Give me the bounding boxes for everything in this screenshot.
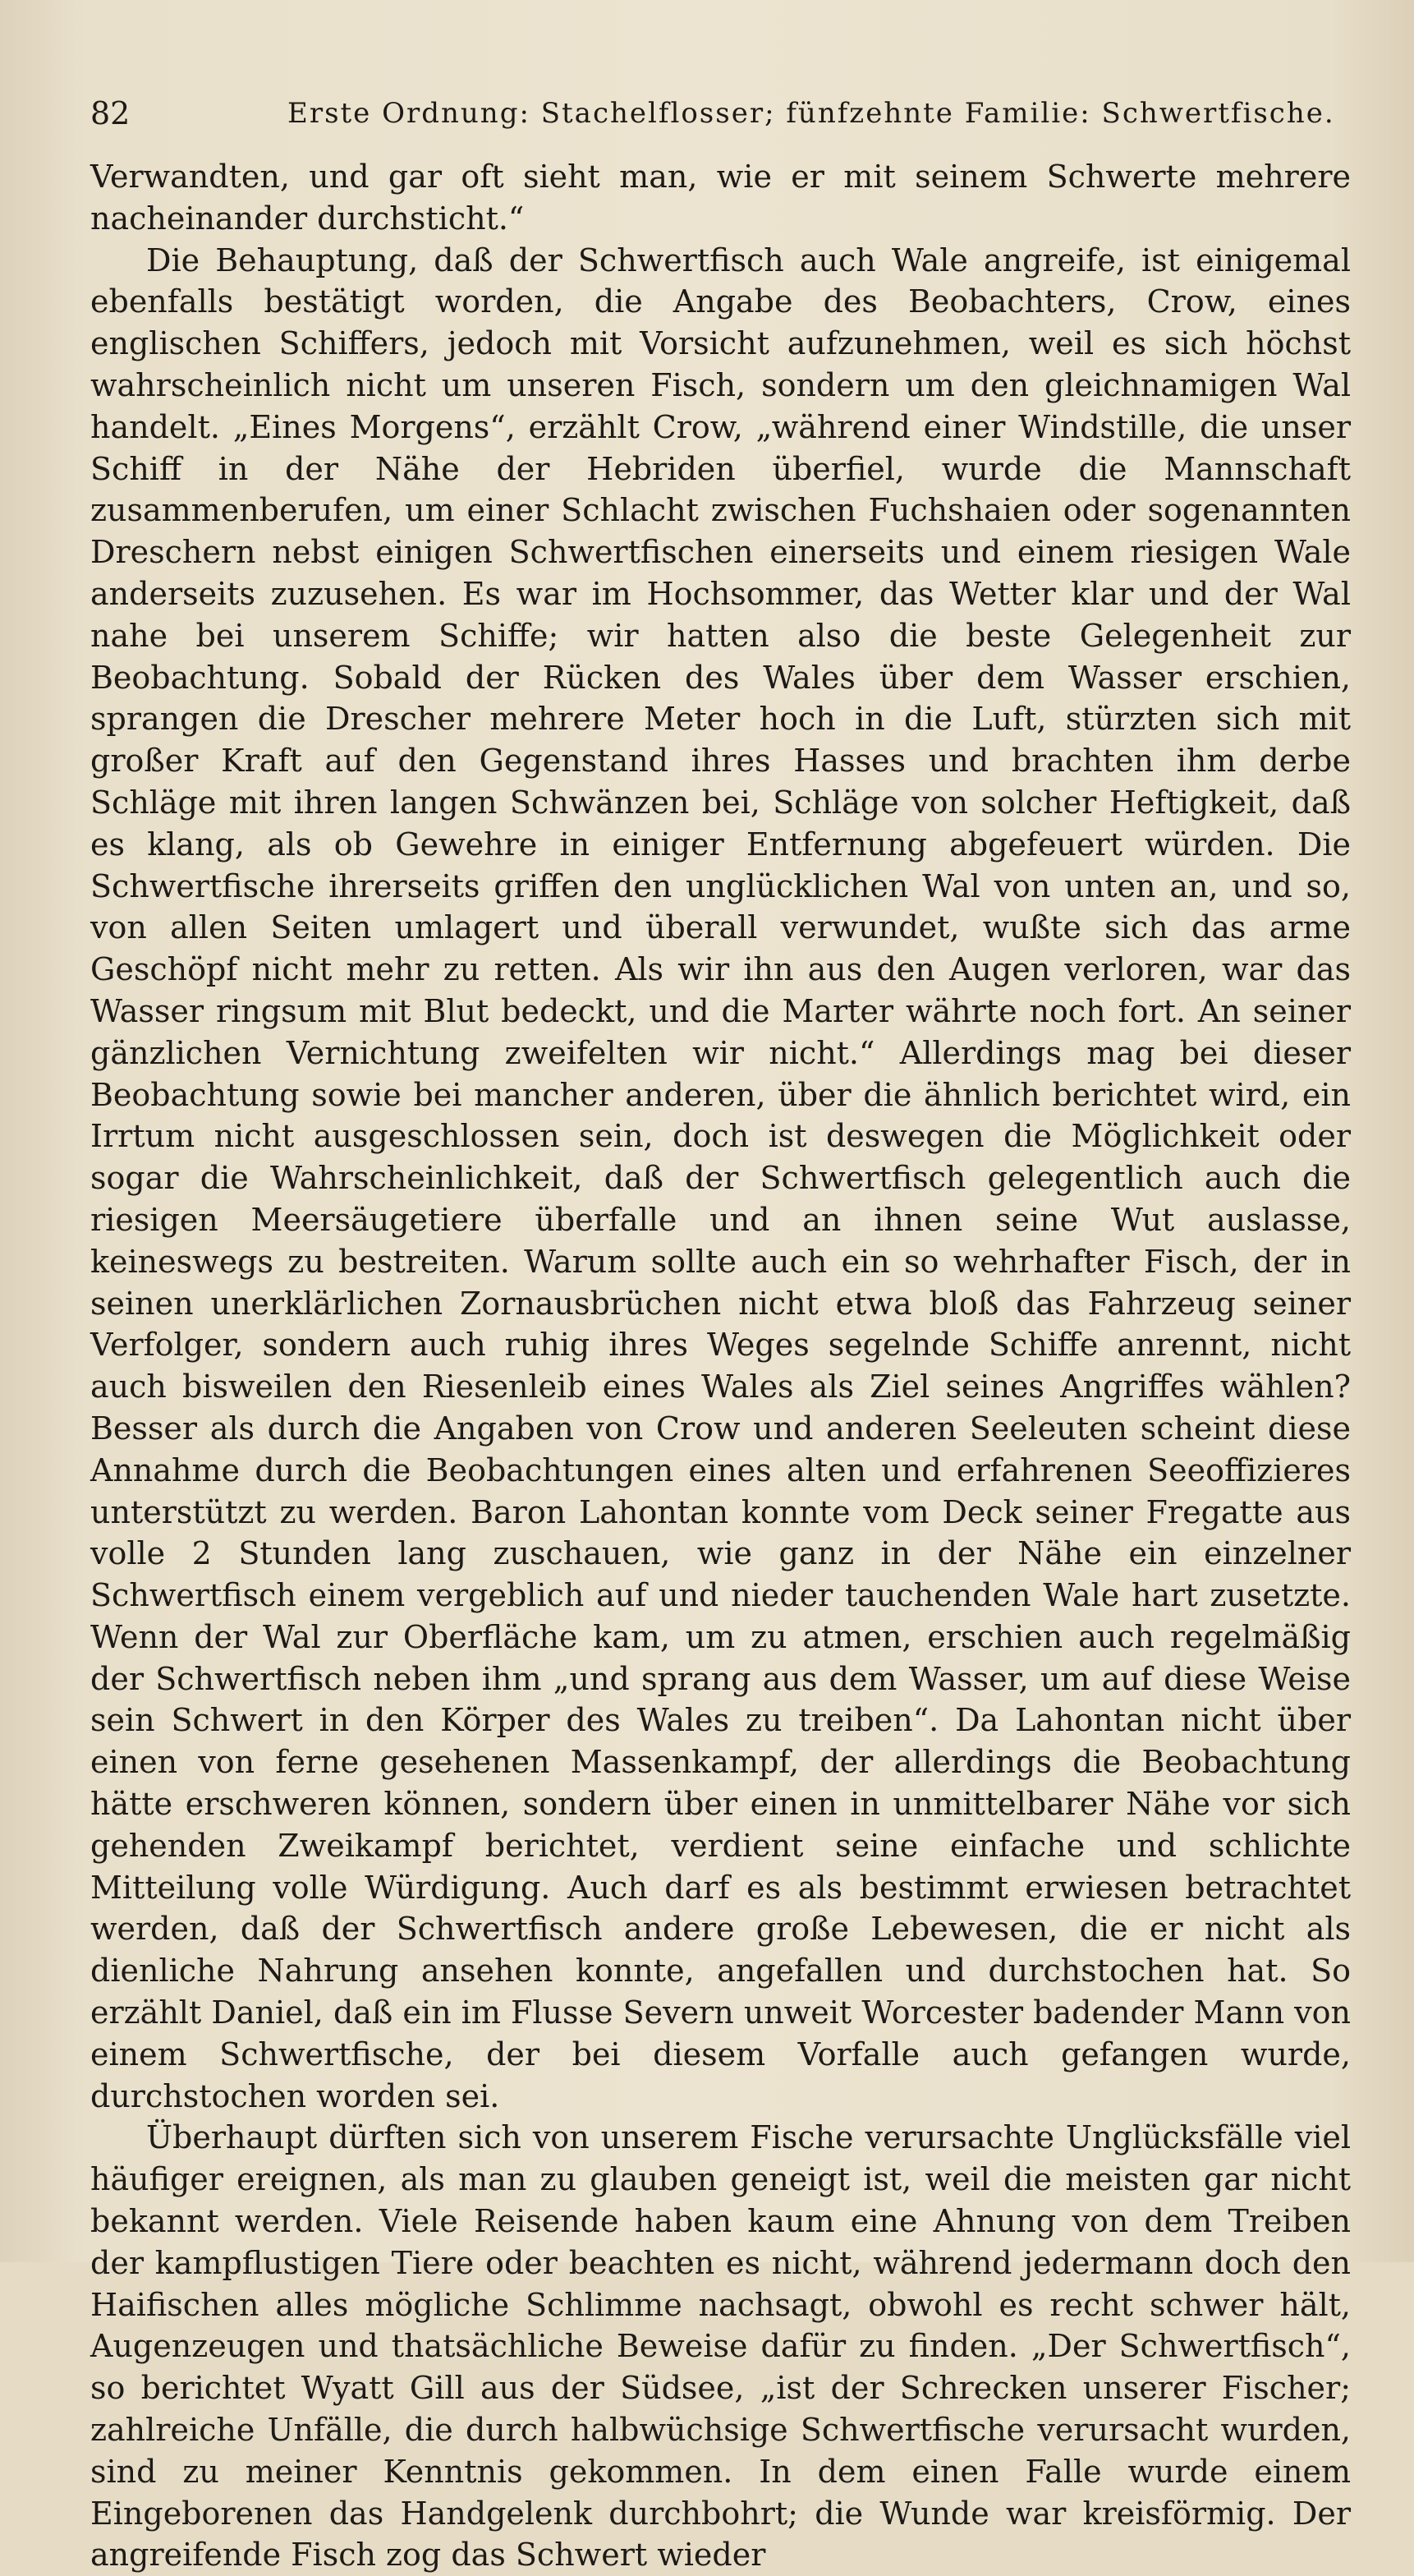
- paragraph-whale-attacks: Die Behauptung, daß der Schwertfisch auch Wale angreife, ist einigemal ebenfalls bestätigt worden, die Angabe des Beobachters, Crow, eines englischen Schiffers, jedoch mit Vorsicht aufzunehmen, weil es sich höchst wahrscheinlich nicht um unseren Fisch, sondern um den gleichnamigen Wal handelt. „Eines Morgens“, erzählt Crow, „während einer Windstille, die unser Schiff in der Nähe der Hebriden überfiel, wurde die Mannschaft zusammenberufen, um einer Schlacht zwischen Fuchshaien oder sogenannten Dreschern nebst einigen Schwertfischen einerseits und einem riesigen Wale anderseits zuzusehen. Es war im Hochsommer, das Wetter klar und der Wal nahe bei unserem Schiffe; wir hatten also die beste Gelegenheit zur Beobachtung. Sobald der Rücken des Wales über dem Wasser erschien, sprangen die Drescher mehrere Meter hoch in die Luft, stürzten sich mit großer Kraft auf den Gegenstand ihres Hasses und brachten ihm derbe Schläge mit ihren langen Schwänzen bei, Schläge von solcher Heftigkeit, daß es klang, als ob Gewehre in einiger Entfernung abgefeuert würden. Die Schwertfische ihrerseits griffen den unglücklichen Wal von unten an, und so, von allen Seiten umlagert und überall verwundet, wußte sich das arme Geschöpf nicht mehr zu retten. Als wir ihn aus den Augen verloren, war das Wasser ringsum mit Blut bedeckt, und die Marter währte noch fort. An seiner gänzlichen Vernichtung zweifelten wir nicht.“ Allerdings mag bei dieser Beobachtung sowie bei mancher anderen, über die ähnlich berichtet wird, ein Irrtum nicht ausgeschlossen sein, doch ist deswegen die Möglichkeit oder sogar die Wahrscheinlichkeit, daß der Schwertfisch gelegentlich auch die riesigen Meersäugetiere überfalle und an ihnen seine Wut auslasse, keineswegs zu bestreiten. Warum sollte auch ein so wehrhafter Fisch, der in seinen unerklärlichen Zornausbrüchen nicht etwa bloß das Fahrzeug seiner Verfolger, sondern auch ruhig ihres Weges segelnde Schiffe anrennt, nicht auch bisweilen den Riesenleib eines Wales als Ziel seines Angriffes wählen? Besser als durch die Angaben von Crow und anderen Seeleuten scheint diese Annahme durch die Beobachtungen eines alten und erfahrenen Seeoffizieres unterstützt zu werden. Baron Lahontan konnte vom Deck seiner Fregatte aus volle 2 Stunden lang zuschauen, wie ganz in der Nähe ein einzelner Schwertfisch einem vergeblich auf und nieder tauchenden Wale hart zusetzte. Wenn der Wal zur Oberfläche kam, um zu atmen, erschien auch regelmäßig der Schwertfisch neben ihm „und sprang aus dem Wasser, um auf diese Weise sein Schwert in den Körper des Wales zu treiben“. Da Lahontan nicht über einen von ferne gesehenen Massenkampf, der allerdings die Beobachtung hätte erschweren können, sondern über einen in unmittelbarer Nähe vor sich gehenden Zweikampf berichtet, verdient seine einfache und schlichte Mitteilung volle Würdigung. Auch darf es als bestimmt erwiesen betrachtet werden, daß der Schwertfisch andere große Lebewesen, die er nicht als dienliche Nahrung ansehen konnte, angefallen und durchstochen hat. So erzählt Daniel, daß ein im Flusse Severn unweit Worcester badender Mann von einem Schwertfische, der bei diesem Vorfalle auch gefangen wurde, durchstochen worden sei.: [90, 242, 1351, 2114]
- paragraph-continuation: Verwandten, und gar oft sieht man, wie er mit seinem Schwerte mehrere nacheinander durchsticht.“: [90, 159, 1351, 237]
- running-header: [90, 89, 1348, 138]
- body-text: [90, 156, 1351, 2576]
- running-title: Erste Ordnung: Stachelflosser; fünfzehnte Familie: Schwertfische.: [287, 97, 1335, 130]
- page-number: 82: [90, 95, 131, 131]
- paragraph-accidents: Überhaupt dürften sich von unserem Fische verursachte Unglücksfälle viel häufiger ereignen, als man zu glauben geneigt ist, weil die meisten gar nicht bekannt werden. Viele Reisende haben kaum eine Ahnung von dem Treiben der kampflustigen Tiere oder beachten es nicht, während jedermann doch den Haifischen alles mögliche Schlimme nachsagt, obwohl es recht schwer hält, Augenzeugen und thatsächliche Beweise dafür zu finden. „Der Schwertfisch“, so berichtet Wyatt Gill aus der Südsee, „ist der Schrecken unserer Fischer; zahlreiche Unfälle, die durch halbwüchsige Schwertfische verursacht wurden, sind zu meiner Kenntnis gekommen. In dem einen Falle wurde einem Eingeborenen das Handgelenk durchbohrt; die Wunde war kreisförmig. Der angreifende Fisch zog das Schwert wieder: [90, 2119, 1351, 2574]
